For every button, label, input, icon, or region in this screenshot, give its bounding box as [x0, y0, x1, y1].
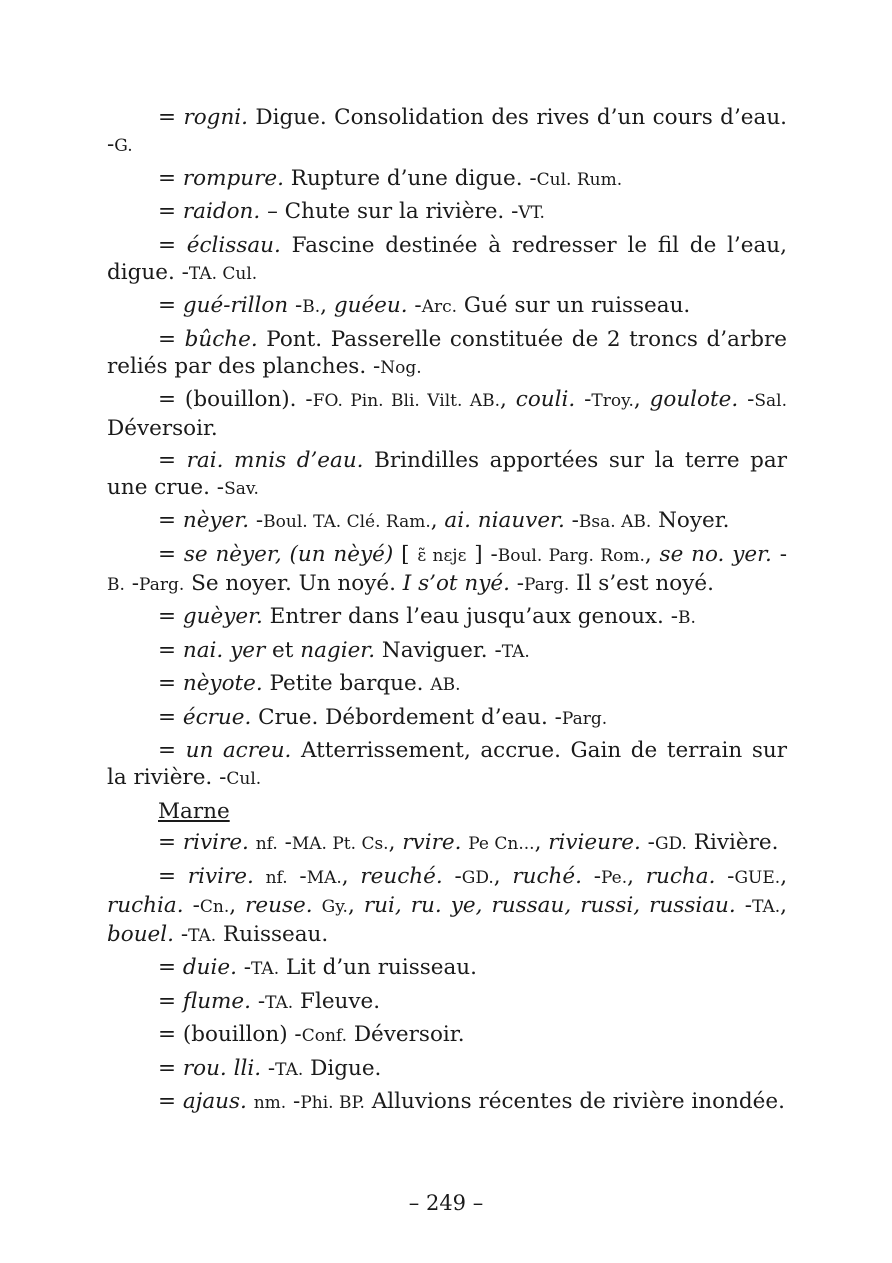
- entry-text: =: [158, 955, 183, 980]
- source-abbreviation: TA.: [275, 1059, 304, 1080]
- entry-text: -: [261, 1055, 276, 1081]
- source-abbreviation: Cul. Rum.: [536, 169, 623, 190]
- headword: rvire.: [402, 830, 462, 855]
- source-abbreviation: GUE.: [734, 867, 781, 888]
- dictionary-entry-acreu: [107, 737, 787, 793]
- headword: rucha.: [645, 863, 716, 889]
- headword: rou. lli.: [182, 1055, 262, 1081]
- dictionary-page: [107, 104, 787, 1122]
- entry-text: -: [124, 570, 140, 596]
- source-abbreviation: FO. Pin. Bli. Vilt. AB.: [312, 391, 501, 411]
- source-abbreviation: Cul.: [226, 769, 262, 789]
- entry-text: -: [509, 570, 525, 596]
- entry-text: Naviguer. -: [375, 637, 502, 663]
- headword: ajaus.: [182, 1089, 247, 1114]
- source-abbreviation: Arc.: [421, 297, 458, 317]
- entry-text: Il s’est noyé.: [569, 570, 714, 596]
- source-abbreviation: TA.: [752, 896, 781, 917]
- entry-text: Fascine destinée à redresser le fil de l’eau, digue. -: [107, 232, 787, 285]
- source-abbreviation: VT.: [518, 203, 545, 223]
- dictionary-entry-rai-mnis: [107, 447, 787, 503]
- entry-text: Petite barque.: [262, 671, 431, 696]
- headword: ruché.: [512, 863, 582, 889]
- entry-text: ,: [320, 293, 334, 318]
- entry-text: – Chute sur la rivière. -: [260, 199, 519, 224]
- source-abbreviation: Sal.: [754, 391, 787, 411]
- source-abbreviation: Boul. Parg. Rom.: [497, 545, 645, 566]
- entry-text: =: [158, 447, 187, 473]
- headword: rivieure.: [548, 830, 641, 855]
- entry-text: =: [158, 738, 186, 763]
- headword: rui, ru. ye, russau, russi, russiau.: [363, 892, 736, 918]
- headword: guèyer.: [182, 604, 263, 629]
- dictionary-entry-duie: [107, 954, 787, 983]
- entry-text: ,: [780, 863, 788, 889]
- entry-text: [: [393, 541, 418, 567]
- dictionary-entry-gueyer: [107, 603, 787, 632]
- source-abbreviation: nm.: [253, 1093, 287, 1113]
- entry-text: Rivière.: [686, 830, 779, 855]
- source-abbreviation: MA. Pt. Cs.: [291, 834, 389, 854]
- entry-text: -: [715, 863, 735, 889]
- entry-text: ,: [534, 830, 549, 855]
- entry-text: =: [158, 508, 183, 533]
- entry-text: =: [158, 704, 183, 730]
- entry-text: ,: [633, 387, 650, 412]
- source-abbreviation: B.: [677, 608, 696, 628]
- entry-text: -: [640, 830, 655, 855]
- entry-text: ,: [347, 892, 364, 918]
- entry-text: Crue. Débordement d’eau. -: [251, 704, 562, 730]
- entry-text: ,: [493, 863, 513, 889]
- entry-text: Digue.: [303, 1055, 382, 1081]
- dictionary-entry-neyote: [107, 670, 787, 699]
- source-abbreviation: Sav.: [224, 478, 259, 499]
- source-abbreviation: AB.: [430, 675, 461, 695]
- entry-text: -: [735, 892, 753, 918]
- entry-text: Rupture d’une digue. -: [283, 165, 537, 191]
- entry-text: =: [158, 988, 183, 1014]
- entry-text: et: [265, 637, 301, 663]
- entry-text: -: [251, 988, 266, 1014]
- entry-text: [247, 1089, 254, 1114]
- source-abbreviation: GD.: [461, 867, 494, 888]
- headword: bouel.: [107, 921, 174, 947]
- headword: nagier.: [300, 637, 376, 663]
- source-abbreviation: Pe Cn...: [468, 834, 535, 854]
- entry-text: Se noyer. Un noyé.: [184, 570, 403, 596]
- entry-text: Brindilles apportées sur la terre par une crue. -: [107, 447, 787, 500]
- headword: rompure.: [182, 165, 284, 191]
- entry-text: -: [442, 863, 462, 889]
- source-abbreviation: nf.: [255, 834, 278, 854]
- headword: nèyer.: [182, 508, 250, 533]
- dictionary-entry-rogni: [107, 104, 787, 160]
- dictionary-entry-rou-lli: [107, 1055, 787, 1084]
- source-abbreviation: TA.: [251, 959, 280, 979]
- dictionary-entry-se-neyer: [107, 541, 787, 599]
- entries-group-b: [107, 829, 787, 1117]
- source-abbreviation: B.: [302, 297, 321, 317]
- page-number: – 249 –: [408, 1191, 484, 1215]
- source-abbreviation: nf.: [265, 867, 288, 888]
- headword: un acreu.: [185, 738, 292, 763]
- source-abbreviation: Gy.: [321, 896, 348, 917]
- headword: goulote.: [649, 387, 739, 412]
- dictionary-entry-bouillon-1: [107, 386, 787, 442]
- entry-text: ,: [430, 508, 445, 533]
- entry-text: =: [158, 830, 183, 855]
- entry-text: -: [771, 541, 787, 567]
- entry-text: -: [277, 830, 292, 855]
- source-abbreviation: Conf.: [301, 1026, 347, 1046]
- entry-text: -: [236, 955, 252, 980]
- entry-text: Entrer dans l’eau jusqu’aux genoux. -: [262, 604, 678, 629]
- dictionary-entry-buche: [107, 326, 787, 382]
- source-abbreviation: G.: [114, 136, 133, 156]
- entry-text: [313, 893, 322, 918]
- entry-text: =: [158, 1089, 183, 1114]
- entry-text: -: [564, 508, 579, 533]
- entry-text: Ruisseau.: [216, 921, 329, 947]
- dictionary-entry-rivire-1: [107, 829, 787, 858]
- source-abbreviation: TA.: [501, 641, 530, 662]
- entry-text: =: [158, 232, 187, 258]
- entry-text: -: [575, 387, 592, 412]
- source-abbreviation: TA. Cul.: [188, 263, 258, 284]
- headword: se nèyer, (un nèyé): [183, 541, 394, 567]
- entry-text: ,: [229, 892, 246, 918]
- headword: duie.: [182, 955, 237, 980]
- source-abbreviation: GD.: [654, 834, 687, 854]
- entry-text: Alluvions récentes de rivière inondée.: [364, 1089, 785, 1114]
- headword: écrue.: [182, 704, 252, 730]
- source-abbreviation: ɛ̃ nɛjɛ: [417, 545, 467, 566]
- entry-text: =: [158, 637, 183, 663]
- source-abbreviation: Parg.: [139, 574, 185, 595]
- entry-text: -: [288, 293, 303, 318]
- entry-text: =: [158, 604, 183, 629]
- source-abbreviation: Nog.: [380, 357, 422, 378]
- headword: reuse.: [245, 892, 313, 918]
- entry-text: =: [158, 165, 183, 191]
- entry-text: -: [183, 892, 200, 918]
- headword: rogni.: [183, 105, 248, 130]
- entry-text: ] -: [466, 541, 498, 567]
- headword: éclissau.: [186, 232, 281, 258]
- entry-text: =: [158, 293, 183, 318]
- headword: rivire.: [182, 830, 249, 855]
- headword: I s’ot nyé.: [402, 570, 510, 596]
- entry-text: -: [286, 1089, 301, 1114]
- entry-text: [254, 864, 266, 889]
- entries-group-a: [107, 104, 787, 793]
- dictionary-entry-raidon: [107, 198, 787, 227]
- dictionary-entry-bouillon-2: [107, 1021, 787, 1050]
- entry-text: =: [158, 541, 184, 567]
- source-abbreviation: Boul. TA. Clé. Ram.: [263, 512, 431, 532]
- entry-text: -: [249, 508, 264, 533]
- entry-text: ,: [500, 387, 516, 412]
- entry-text: Gué sur un ruisseau.: [457, 293, 691, 318]
- source-abbreviation: Phi. BP.: [300, 1093, 365, 1113]
- entry-text: = (bouillon). -: [158, 387, 313, 412]
- source-abbreviation: Parg.: [561, 708, 608, 729]
- entry-text: =: [158, 105, 184, 130]
- section-heading: Marne: [158, 798, 230, 824]
- source-abbreviation: Pe.: [600, 867, 628, 888]
- headword: se no. yer.: [659, 541, 772, 567]
- entry-text: ,: [627, 863, 646, 889]
- entry-text: =: [158, 326, 185, 352]
- entry-text: = (bouillon) -: [158, 1022, 302, 1047]
- entry-text: Lit d’un ruisseau.: [279, 955, 477, 980]
- entry-text: =: [158, 863, 188, 889]
- dictionary-entry-rivire-2: [107, 863, 787, 950]
- dictionary-entry-nai-yer: [107, 637, 787, 666]
- entry-text: Déversoir.: [107, 416, 218, 441]
- headword: nai. yer: [182, 637, 266, 663]
- source-abbreviation: Troy.: [591, 391, 634, 411]
- entry-text: [249, 830, 256, 855]
- headword: nèyote.: [182, 671, 263, 696]
- headword: ai. niauver.: [444, 508, 565, 533]
- entry-text: ,: [644, 541, 660, 567]
- source-abbreviation: Bsa. AB.: [578, 512, 652, 532]
- entry-text: ,: [341, 863, 361, 889]
- dictionary-entry-eclissau: [107, 232, 787, 288]
- entry-text: =: [158, 671, 183, 696]
- headword: rivire.: [187, 863, 254, 889]
- headword: gué-rillon: [182, 293, 289, 318]
- headword: reuché.: [360, 863, 443, 889]
- source-abbreviation: TA.: [265, 992, 294, 1013]
- entry-text: -: [581, 863, 601, 889]
- dictionary-entry-ecrue: [107, 704, 787, 733]
- entry-text: Atterrissement, accrue. Gain de terrain sur la rivière. -: [107, 738, 788, 790]
- entry-text: Pont. Passerelle constituée de 2 troncs d’arbre reliés par des planches. -: [107, 326, 787, 379]
- dictionary-entry-flume: [107, 988, 787, 1017]
- entry-text: -: [174, 921, 189, 947]
- entry-text: -: [738, 387, 755, 412]
- dictionary-entry-rompure: [107, 165, 787, 194]
- source-abbreviation: B.: [107, 574, 125, 595]
- entry-text: -: [287, 863, 307, 889]
- source-abbreviation: Cn.: [199, 896, 230, 917]
- entry-text: Noyer.: [651, 508, 730, 533]
- headword: rai. mnis d’eau.: [186, 447, 364, 473]
- source-abbreviation: Parg.: [524, 574, 570, 595]
- entry-text: =: [158, 199, 183, 224]
- headword: bûche.: [184, 326, 258, 352]
- entry-text: Digue. Consolidation des rives d’un cours d’eau. -: [107, 105, 787, 157]
- source-abbreviation: TA.: [188, 925, 217, 946]
- headword: couli.: [515, 387, 576, 412]
- entry-text: ,: [388, 830, 403, 855]
- headword: guéeu.: [333, 293, 408, 318]
- source-abbreviation: MA.: [306, 867, 342, 888]
- dictionary-entry-ajaus: [107, 1088, 787, 1117]
- entry-text: Déversoir.: [346, 1022, 465, 1047]
- entry-text: =: [158, 1055, 183, 1081]
- headword: ruchia.: [107, 892, 184, 918]
- entry-text: Fleuve.: [293, 988, 381, 1014]
- headword: flume.: [182, 988, 251, 1014]
- headword: raidon.: [182, 199, 261, 224]
- dictionary-entry-gue-rillon: [107, 292, 787, 321]
- dictionary-entry-neyer: [107, 507, 787, 536]
- entry-text: -: [407, 293, 422, 318]
- entry-text: ,: [780, 892, 787, 918]
